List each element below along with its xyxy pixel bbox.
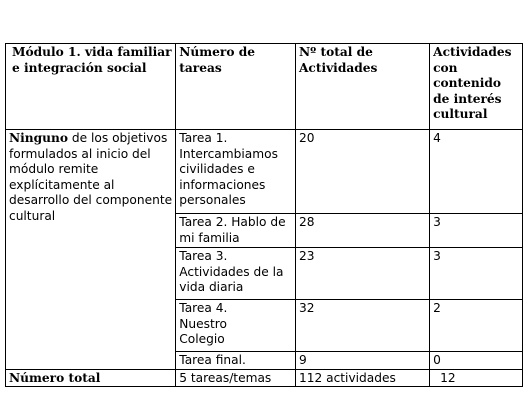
- total-label: Número total: [6, 369, 176, 387]
- tarea-cell: Tarea 1. Intercambiamos civilidades e informaciones personales: [176, 130, 296, 214]
- cultural-cell: 0: [430, 352, 523, 370]
- cultural-cell: 4: [430, 130, 523, 214]
- cultural-cell: 3: [430, 214, 523, 248]
- table-row: [6, 130, 523, 214]
- objectives-cell: [6, 130, 176, 370]
- objectives-text: de los objetivos formulados al inicio del módulo remite explícitamente al desarrollo del componente cultural: [9, 131, 173, 223]
- header-num-tareas: Número de tareas: [176, 44, 296, 130]
- total-cell: 9: [295, 352, 429, 370]
- tarea-cell: Tarea 3. Actividades de la vida diaria: [176, 248, 296, 300]
- header-actividades-culturales: Actividades con contenido de interés cultural: [430, 44, 523, 130]
- module-table: [5, 43, 523, 387]
- tarea-cell: Tarea 2. Hablo de mi familia: [176, 214, 296, 248]
- bold-word: Ninguno: [9, 131, 69, 145]
- tarea-cell: Tarea final.: [176, 352, 296, 370]
- total-cell: 32: [295, 300, 429, 352]
- cultural-cell: 3: [430, 248, 523, 300]
- total-actividades: 112 actividades: [295, 369, 429, 387]
- total-row: [6, 369, 523, 387]
- tarea-cell: Tarea 4. Nuestro Colegio: [176, 300, 296, 352]
- total-cell: 28: [295, 214, 429, 248]
- total-cell: 20: [295, 130, 429, 214]
- header-row: [6, 44, 523, 130]
- total-cultural: 12: [430, 369, 523, 387]
- header-module: Módulo 1. vida familiar e integración social: [6, 44, 176, 130]
- total-tareas: 5 tareas/temas: [176, 369, 296, 387]
- header-total-actividades: Nº total de Actividades: [295, 44, 429, 130]
- total-cell: 23: [295, 248, 429, 300]
- cultural-cell: 2: [430, 300, 523, 352]
